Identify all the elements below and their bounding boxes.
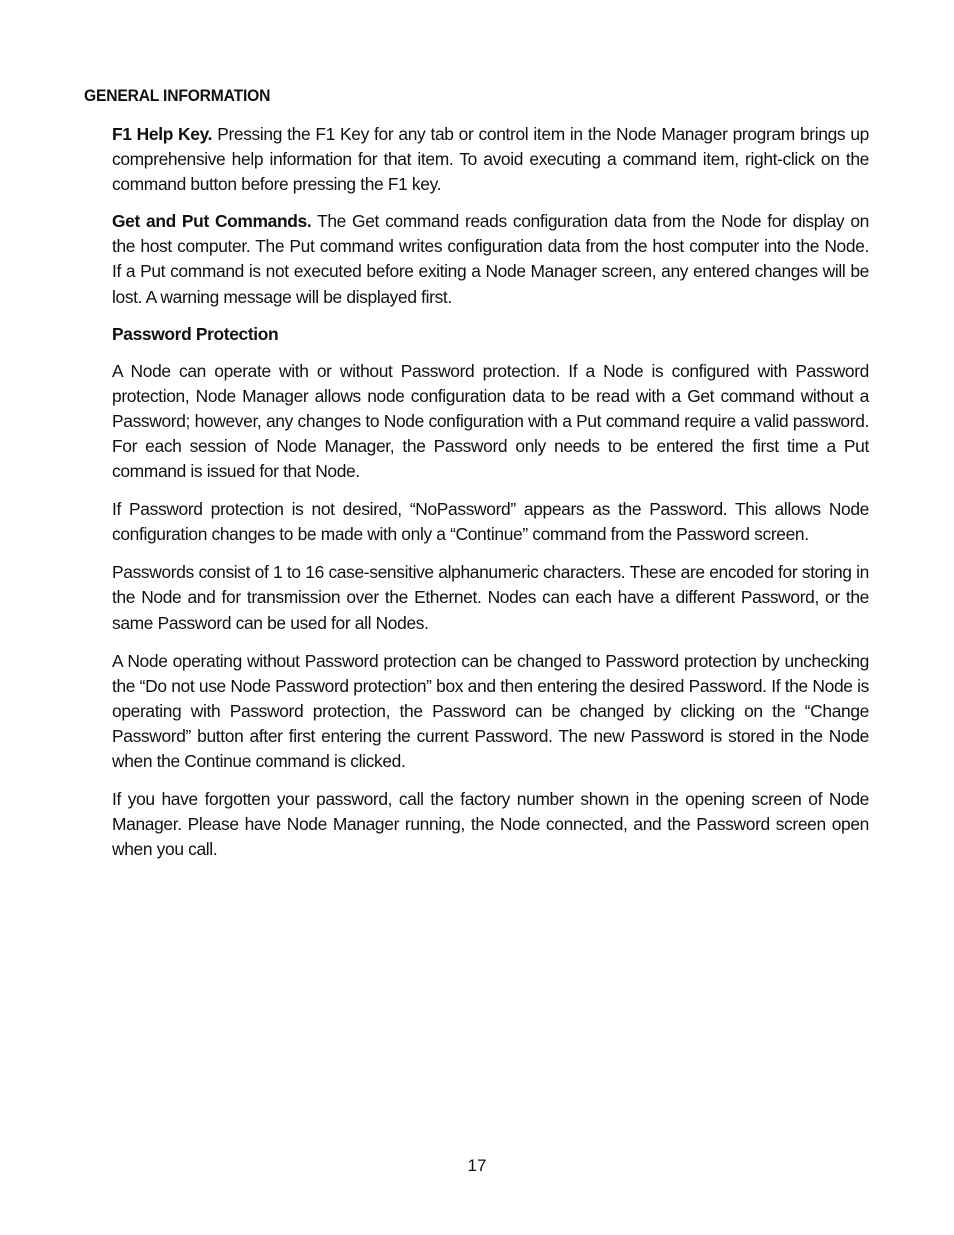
f1-help-lead: F1 Help Key.: [112, 124, 213, 144]
get-put-text: The Get command reads configuration data from the Node for display on the host computer. The Put command writes configuration data from the host computer into the Node. If a Put command is not executed before exiting a Node Manager screen, any entered changes will be lost. A warning message will be displayed first.: [112, 211, 869, 307]
get-put-lead: Get and Put Commands.: [112, 211, 312, 232]
password-paragraph-4: A Node operating without Password protection can be changed to Password protection by unchecking the “Do not use Node Password protection” box and then entering the desired Password. If the Node is operating with Password protection, the Password can be changed by clicking on the “Change Password” button after first entering the current Password. The new Password is stored in the Node when the Continue command is clicked.: [112, 650, 869, 771]
password-paragraph-3: Passwords consist of 1 to 16 case-sensitive alphanumeric characters. These are encoded for storing in the Node and for transmission over the Ethernet. Nodes can each have a different Password, or the same Password can be used for all Nodes.: [112, 562, 869, 633]
section-heading: GENERAL INFORMATION: [84, 86, 271, 105]
f1-help-text: Pressing the F1 Key for any tab or control item in the Node Manager program brings up comprehensive help information for that item. To avoid executing a command item, right-click on the command button before pressing the F1 key.: [112, 124, 869, 195]
password-paragraph-1: A Node can operate with or without Password protection. If a Node is configured with Password protection, Node Manager allows node configuration data to be read with a Get command without a Password; however, any changes to Node configuration with a Put command require a valid password. For each session of Node Manager, the Password only needs to be entered the first time a Put command is issued for that Node.: [112, 360, 869, 482]
body-text: [112, 122, 869, 875]
f1-help-paragraph: [112, 122, 869, 197]
page-number: 17: [467, 1156, 487, 1175]
password-paragraph-2: If Password protection is not desired, “NoPassword” appears as the Password. This allows Node configuration changes to be made with only a “Continue” command from the Password screen.: [112, 499, 869, 545]
password-protection-heading: Password Protection: [112, 323, 279, 344]
password-paragraph-5: If you have forgotten your password, call the factory number shown in the opening screen of Node Manager. Please have Node Manager running, the Node connected, and the Password screen open when you call.: [112, 789, 869, 860]
get-put-paragraph: [112, 209, 869, 309]
